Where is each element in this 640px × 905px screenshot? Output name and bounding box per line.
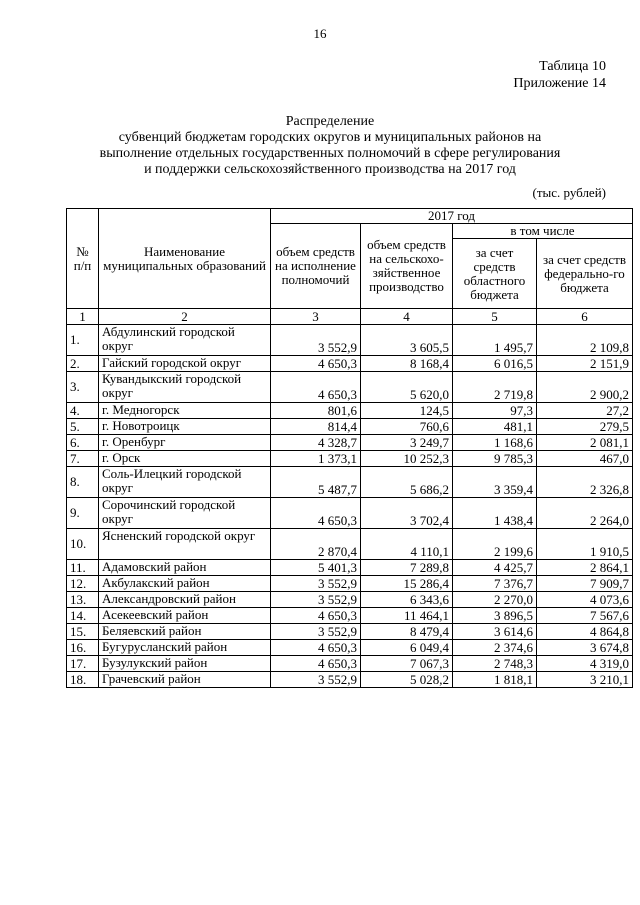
cell-volume: 4 650,3 <box>271 356 361 372</box>
cell-volume: 4 328,7 <box>271 435 361 451</box>
cell-volume: 5 487,7 <box>271 467 361 498</box>
row-number: 18. <box>67 672 99 688</box>
cell-agri: 124,5 <box>361 403 453 419</box>
column-number: 6 <box>537 309 633 325</box>
cell-federal: 3 210,1 <box>537 672 633 688</box>
row-number: 5. <box>67 419 99 435</box>
cell-federal: 4 864,8 <box>537 624 633 640</box>
municipality-name: Сорочинский городской округ <box>99 498 271 529</box>
cell-volume: 4 650,3 <box>271 498 361 529</box>
table-row <box>67 624 633 640</box>
table-row <box>67 608 633 624</box>
municipality-name: Грачевский район <box>99 672 271 688</box>
municipality-name: г. Орск <box>99 451 271 467</box>
table-row <box>67 592 633 608</box>
table-row <box>67 372 633 403</box>
cell-agri: 8 168,4 <box>361 356 453 372</box>
cell-regional: 1 168,6 <box>453 435 537 451</box>
table-row <box>67 419 633 435</box>
header-regional: за счет средств областного бюджета <box>453 239 537 309</box>
row-number: 8. <box>67 467 99 498</box>
header-num: № п/п <box>67 209 99 309</box>
cell-volume: 814,4 <box>271 419 361 435</box>
cell-volume: 4 650,3 <box>271 372 361 403</box>
municipality-name: г. Медногорск <box>99 403 271 419</box>
cell-federal: 2 900,2 <box>537 372 633 403</box>
municipality-name: Абдулинский городской округ <box>99 325 271 356</box>
cell-regional: 3 359,4 <box>453 467 537 498</box>
cell-federal: 1 910,5 <box>537 529 633 560</box>
cell-regional: 9 785,3 <box>453 451 537 467</box>
row-number: 17. <box>67 656 99 672</box>
table-row <box>67 435 633 451</box>
cell-regional: 1 438,4 <box>453 498 537 529</box>
municipality-name: Беляевский район <box>99 624 271 640</box>
row-number: 6. <box>67 435 99 451</box>
row-number: 2. <box>67 356 99 372</box>
municipality-name: Бугурусланский район <box>99 640 271 656</box>
appendix-label: Приложение 14 <box>513 76 606 91</box>
cell-volume: 5 401,3 <box>271 560 361 576</box>
row-number: 11. <box>67 560 99 576</box>
cell-regional: 6 016,5 <box>453 356 537 372</box>
cell-volume: 4 650,3 <box>271 640 361 656</box>
cell-regional: 7 376,7 <box>453 576 537 592</box>
row-number: 1. <box>67 325 99 356</box>
table-label: Таблица 10 <box>539 59 606 74</box>
cell-federal: 3 674,8 <box>537 640 633 656</box>
cell-agri: 11 464,1 <box>361 608 453 624</box>
cell-volume: 3 552,9 <box>271 325 361 356</box>
title-line-4: и поддержки сельскохозяйственного производства на 2017 год <box>144 162 516 177</box>
header-federal: за счет средств федерально-го бюджета <box>537 239 633 309</box>
cell-agri: 7 067,3 <box>361 656 453 672</box>
cell-agri: 5 686,2 <box>361 467 453 498</box>
cell-agri: 5 028,2 <box>361 672 453 688</box>
table-row <box>67 356 633 372</box>
header-volume: объем средств на исполнение полномочий <box>271 224 361 309</box>
document-title <box>80 114 580 178</box>
table-row <box>67 529 633 560</box>
table-row <box>67 640 633 656</box>
cell-federal: 4 073,6 <box>537 592 633 608</box>
table-row <box>67 467 633 498</box>
cell-volume: 4 650,3 <box>271 608 361 624</box>
column-number: 4 <box>361 309 453 325</box>
cell-agri: 4 110,1 <box>361 529 453 560</box>
title-line-1: Распределение <box>285 114 375 129</box>
cell-agri: 760,6 <box>361 419 453 435</box>
municipality-name: Соль-Илецкий городской округ <box>99 467 271 498</box>
municipality-name: г. Оренбург <box>99 435 271 451</box>
cell-volume: 3 552,9 <box>271 672 361 688</box>
row-number: 13. <box>67 592 99 608</box>
units-label: (тыс. рублей) <box>532 185 606 200</box>
cell-federal: 2 151,9 <box>537 356 633 372</box>
municipality-name: Гайский городской округ <box>99 356 271 372</box>
column-number: 3 <box>271 309 361 325</box>
cell-regional: 97,3 <box>453 403 537 419</box>
row-number: 14. <box>67 608 99 624</box>
table-row <box>67 560 633 576</box>
cell-federal: 279,5 <box>537 419 633 435</box>
header-including: в том числе <box>453 224 633 239</box>
row-number: 3. <box>67 372 99 403</box>
cell-agri: 7 289,8 <box>361 560 453 576</box>
cell-federal: 2 264,0 <box>537 498 633 529</box>
cell-agri: 8 479,4 <box>361 624 453 640</box>
row-number: 16. <box>67 640 99 656</box>
cell-regional: 2 748,3 <box>453 656 537 672</box>
row-number: 4. <box>67 403 99 419</box>
cell-regional: 2 374,6 <box>453 640 537 656</box>
cell-agri: 6 049,4 <box>361 640 453 656</box>
cell-regional: 1 818,1 <box>453 672 537 688</box>
column-number: 1 <box>67 309 99 325</box>
title-line-2: субвенций бюджетам городских округов и муниципальных районов на <box>118 130 542 145</box>
row-number: 10. <box>67 529 99 560</box>
cell-volume: 3 552,9 <box>271 624 361 640</box>
table-row <box>67 576 633 592</box>
cell-agri: 5 620,0 <box>361 372 453 403</box>
municipality-name: Асекеевский район <box>99 608 271 624</box>
subvention-table <box>66 208 633 688</box>
column-number-row <box>67 309 633 325</box>
cell-agri: 3 605,5 <box>361 325 453 356</box>
table-row <box>67 672 633 688</box>
header-agri: объем средств на сельскохо-зяйственное производство <box>361 224 453 309</box>
cell-agri: 15 286,4 <box>361 576 453 592</box>
table-row <box>67 403 633 419</box>
cell-regional: 2 719,8 <box>453 372 537 403</box>
header-year: 2017 год <box>271 209 633 224</box>
table-row <box>67 498 633 529</box>
table-row <box>67 656 633 672</box>
cell-regional: 3 896,5 <box>453 608 537 624</box>
municipality-name: Акбулакский район <box>99 576 271 592</box>
municipality-name: Бузулукский район <box>99 656 271 672</box>
cell-regional: 3 614,6 <box>453 624 537 640</box>
cell-federal: 2 326,8 <box>537 467 633 498</box>
municipality-name: Александровский район <box>99 592 271 608</box>
cell-volume: 1 373,1 <box>271 451 361 467</box>
municipality-name: Адамовский район <box>99 560 271 576</box>
cell-regional: 2 270,0 <box>453 592 537 608</box>
cell-regional: 2 199,6 <box>453 529 537 560</box>
cell-agri: 6 343,6 <box>361 592 453 608</box>
cell-agri: 10 252,3 <box>361 451 453 467</box>
title-line-3: выполнение отдельных государственных полномочий в сфере регулирования <box>99 146 561 161</box>
cell-regional: 4 425,7 <box>453 560 537 576</box>
cell-federal: 27,2 <box>537 403 633 419</box>
municipality-name: Кувандыкский городской округ <box>99 372 271 403</box>
cell-federal: 467,0 <box>537 451 633 467</box>
cell-federal: 2 081,1 <box>537 435 633 451</box>
cell-federal: 2 109,8 <box>537 325 633 356</box>
page-number: 16 <box>313 26 327 41</box>
municipality-name: г. Новотроицк <box>99 419 271 435</box>
row-number: 7. <box>67 451 99 467</box>
header-name: Наименование муниципальных образований <box>99 209 271 309</box>
table-row <box>67 451 633 467</box>
cell-agri: 3 702,4 <box>361 498 453 529</box>
table-reference <box>513 58 606 92</box>
cell-federal: 7 567,6 <box>537 608 633 624</box>
cell-volume: 3 552,9 <box>271 592 361 608</box>
municipality-name: Ясненский городской округ <box>99 529 271 560</box>
table-row <box>67 325 633 356</box>
cell-volume: 801,6 <box>271 403 361 419</box>
cell-federal: 7 909,7 <box>537 576 633 592</box>
column-number: 5 <box>453 309 537 325</box>
cell-federal: 2 864,1 <box>537 560 633 576</box>
cell-regional: 481,1 <box>453 419 537 435</box>
cell-volume: 4 650,3 <box>271 656 361 672</box>
cell-regional: 1 495,7 <box>453 325 537 356</box>
cell-volume: 3 552,9 <box>271 576 361 592</box>
cell-agri: 3 249,7 <box>361 435 453 451</box>
row-number: 15. <box>67 624 99 640</box>
row-number: 12. <box>67 576 99 592</box>
row-number: 9. <box>67 498 99 529</box>
column-number: 2 <box>99 309 271 325</box>
cell-volume: 2 870,4 <box>271 529 361 560</box>
cell-federal: 4 319,0 <box>537 656 633 672</box>
